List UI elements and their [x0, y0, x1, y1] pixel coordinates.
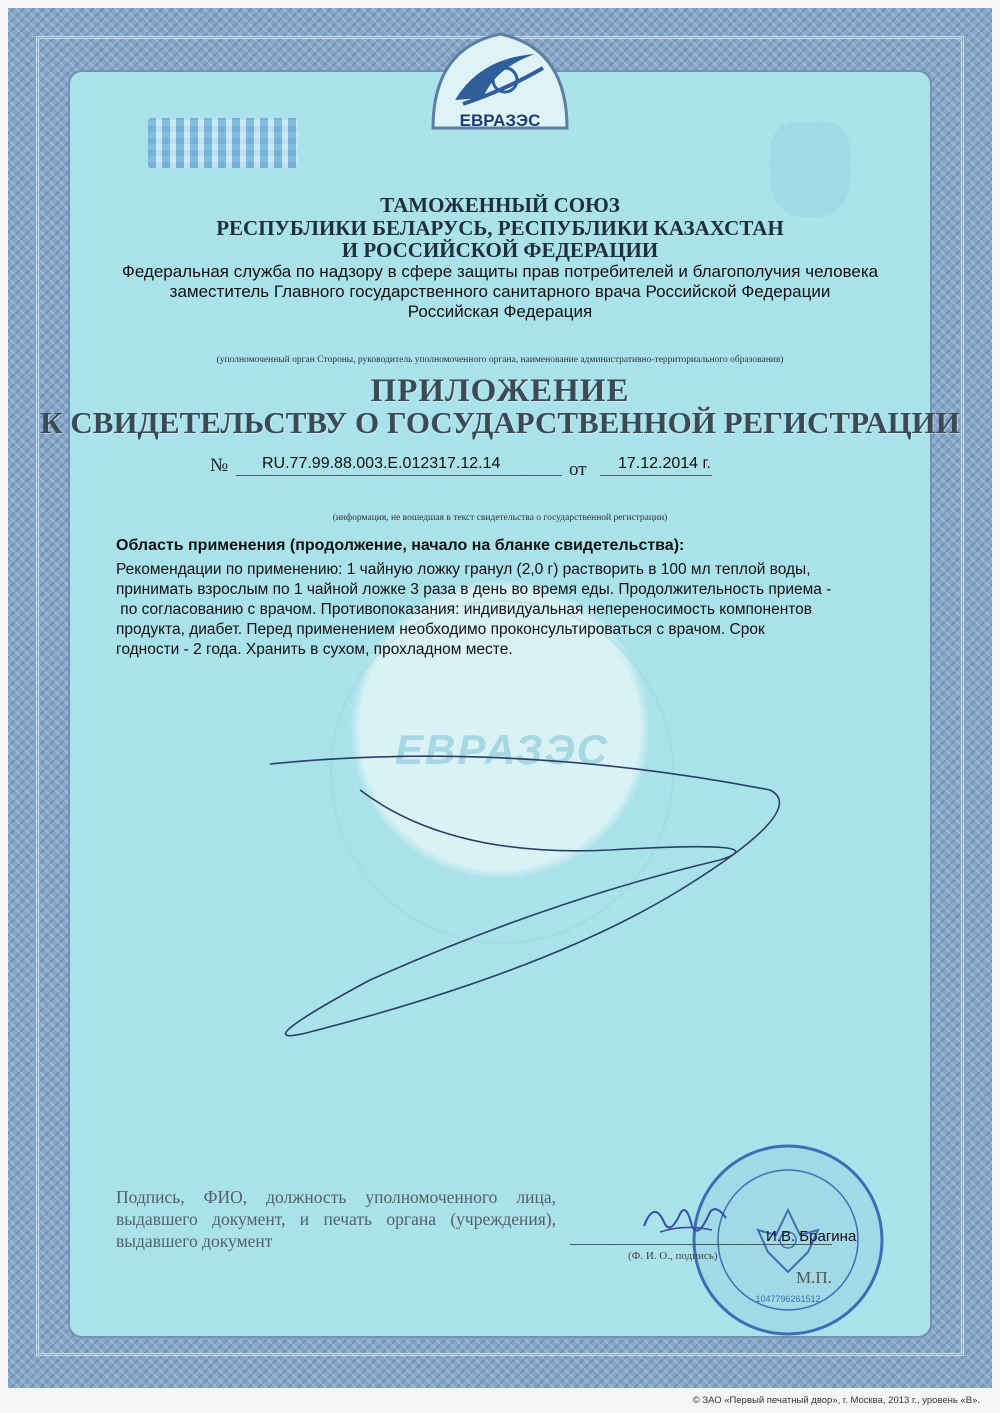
scope-text — [116, 560, 906, 660]
document-subtitle: К СВИДЕТЕЛЬСТВУ О ГОСУДАРСТВЕННОЙ РЕГИСТРАЦИИ — [40, 405, 960, 440]
union-title-line-1: ТАМОЖЕННЫЙ СОЮЗ — [380, 193, 620, 217]
number-underline — [236, 475, 562, 476]
authority-line-1: Федеральная служба по надзору в сфере защиты прав потребителей и благополучия человека — [121, 262, 879, 281]
scope-line: Рекомендации по применению: 1 чайную ложку гранул (2,0 г) растворить в 100 мл теплой воды, — [116, 561, 811, 578]
authority-line-3: Российская Федерация — [407, 302, 593, 321]
date-label: от — [569, 459, 587, 480]
scope-line: годности - 2 года. Хранить в сухом, прохладном месте. — [116, 641, 513, 658]
registration-date: 17.12.2014 г. — [618, 455, 711, 472]
authority-caption: (уполномоченный орган Стороны, руководитель уполномоченного органа, наименование административно-территориального образования) — [216, 355, 784, 365]
seal-mark: М.П. — [796, 1268, 832, 1287]
authority-line-2: заместитель Главного государственного санитарного врача Российской Федерации — [169, 282, 831, 301]
info-caption: (информация, не вошедшая в текст свидетельства о государственной регистрации) — [332, 513, 668, 523]
registration-number: RU.77.99.88.003.Е.012317.12.14 — [262, 455, 501, 472]
emblem-text: ЕВРАЗЭС — [459, 111, 541, 130]
document-title: ПРИЛОЖЕНИЕ — [370, 373, 630, 409]
scope-line: принимать взрослым по 1 чайной ложке 3 раза в день во время еды. Продолжительность приема - — [116, 581, 832, 598]
handwritten-signature — [640, 1196, 730, 1246]
printer-footnote: © ЗАО «Первый печатный двор», г. Москва, 2013 г., уровень «В». — [692, 1395, 980, 1406]
union-title-line-3: И РОССИЙСКОЙ ФЕДЕРАЦИИ — [341, 238, 659, 262]
number-label: № — [210, 455, 229, 476]
watermark-text: ЕВРАЗЭС — [395, 726, 609, 773]
scope-heading: Область применения (продолжение, начало на бланке свидетельства): — [116, 537, 685, 554]
cancellation-scribble — [250, 750, 830, 1050]
eurasec-emblem-icon — [425, 28, 575, 138]
date-underline — [600, 475, 712, 476]
scope-line: продукта, диабет. Перед применением необходимо проконсультироваться с врачом. Срок — [116, 621, 765, 638]
registration-row — [0, 455, 1000, 479]
hologram-sticker — [148, 118, 298, 168]
union-title-line-2: РЕСПУБЛИКИ БЕЛАРУСЬ, РЕСПУБЛИКИ КАЗАХСТАН — [216, 216, 784, 240]
scope-line: по согласованию с врачом. Противопоказания: индивидуальная непереносимость компонентов — [116, 601, 813, 618]
signature-hint: (Ф. И. О., подпись) — [628, 1250, 718, 1262]
signatory-name: И.В. Брагина — [766, 1228, 857, 1245]
signature-caption: Подпись, ФИО, должность уполномоченного лица, выдавшего документ, и печать органа (учреждения), выдавшего документ — [116, 1187, 556, 1251]
stamp-number: 1047796261512 — [755, 1294, 821, 1304]
